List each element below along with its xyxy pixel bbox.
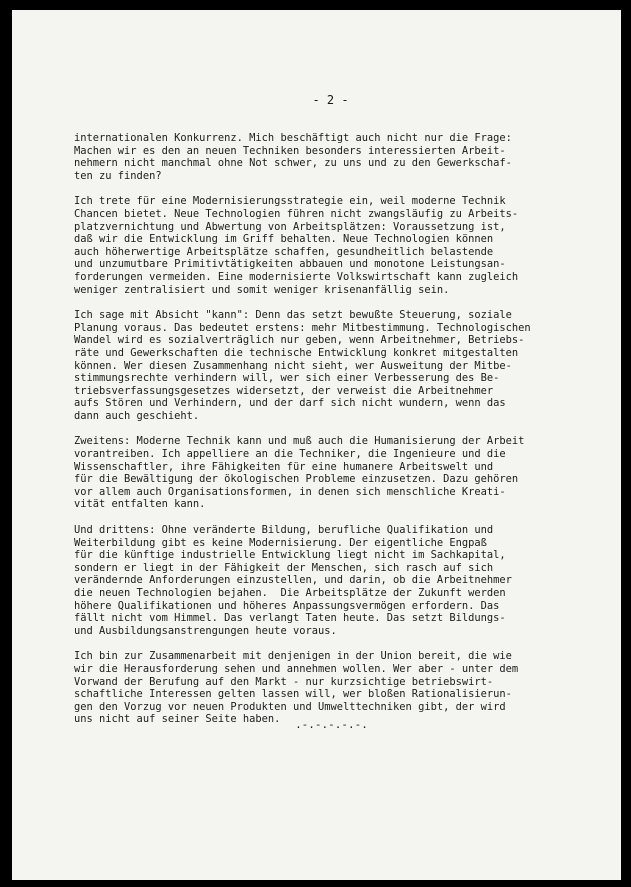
text-line: gen den Vorzug vor neuen Produkten und Umwelttechniken gibt, der wird [74,700,506,713]
text-line: Machen wir es den an neuen Techniken besonders interessierten Arbeit- [74,144,506,157]
text-line: vor allem auch Organisationsformen, in denen sich menschliche Kreati- [74,485,506,498]
text-line: internationalen Konkurrenz. Mich beschäftigt auch nicht nur die Frage: [74,132,512,144]
text-line: für die Bewältigung der ökologischen Probleme einzusetzen. Dazu gehören [74,473,519,486]
paragraph [74,132,614,182]
text-line: für die künftige industrielle Entwicklung liegt nicht im Sachkapital, [74,549,506,562]
text-line: Wandel wird es sozialverträglich nur geben, wenn Arbeitnehmer, Betriebs- [74,334,525,347]
text-line: höhere Qualifikationen und höheres Anpassungsvermögen erfordern. Das [74,599,500,612]
text-line: forderungen vermeiden. Eine modernisierte Volkswirtschaft kann zugleich [74,270,519,283]
text-line: daß wir die Entwicklung im Griff behalten. Neue Technologien können [74,233,494,246]
text-line: auch höherwertige Arbeitsplätze schaffen, gesundheitlich belastende [74,245,494,258]
text-line: fällt nicht vom Himmel. Das verlangt Taten heute. Das setzt Bildungs- [74,612,506,625]
paragraph [74,650,614,726]
paragraph [74,309,614,422]
text-line: schaftliche Interessen gelten lassen will, wer bloßen Rationalisierun- [74,688,512,701]
text-line: Ich trete für eine Modernisierungsstrategie ein, weil moderne Technik [74,195,506,208]
text-line: Chancen bietet. Neue Technologien führen nicht zwangsläufig zu Arbeits- [74,207,519,220]
paragraph [74,524,614,637]
text-line: nehmern nicht manchmal ohne Not schwer, zu uns und zu den Gewerkschaf- [74,157,512,170]
text-line: triebsverfassungsgesetzes widersetzt, der verweist die Arbeitnehmer [74,384,494,397]
text-line: ten zu finden? [74,169,162,182]
text-line: räte und Gewerkschaften die technische Entwicklung konkret mitgestalten [74,346,519,359]
text-line: Wissenschaftler, ihre Fähigkeiten für eine humanere Arbeitswelt und [74,460,494,473]
text-line: die neuen Technologien bejahen. Die Arbeitsplätze der Zukunft werden [74,587,506,599]
text-line: Planung voraus. Das bedeutet erstens: mehr Mitbestimmung. Technologischen [74,321,531,334]
text-line: platzvernichtung und Abwertung von Arbeitsplätzen: Voraussetzung ist, [74,220,506,233]
text-line: Vorwand der Berufung auf den Markt - nur kurzsichtige betriebswirt- [74,675,494,688]
text-line: verändernde Anforderungen einzustellen, und darin, ob die Arbeitnehmer [74,574,512,587]
text-line: Zweitens: Moderne Technik kann und muß auch die Humanisierung der Arbeit [74,435,525,448]
text-line: uns nicht auf seiner Seite haben. [74,713,281,726]
document-page [12,10,621,880]
paragraph [74,195,614,296]
text-line: können. Wer diesen Zusammenhang nicht sieht, wer Ausweitung der Mitbe- [74,359,512,372]
text-line: Ich bin zur Zusammenarbeit mit denjenigen in der Union bereit, die wie [74,650,512,663]
text-line: Ich sage mit Absicht "kann": Denn das setzt bewußte Steuerung, soziale [74,309,512,322]
text-line: sondern er liegt in der Fähigkeit der Menschen, sich rasch auf sich [74,561,494,574]
text-line: und unzumutbare Primitivtätigkeiten abbauen und monotone Leistungsan- [74,258,506,271]
text-line: vität entfalten kann. [74,498,206,511]
text-line: Und drittens: Ohne veränderte Bildung, berufliche Qualifikation und [74,524,494,537]
page-number: - 2 - [312,93,349,107]
text-line: weniger zentralisiert und somit weniger krisenanfällig sein. [74,283,450,296]
paragraph [74,435,614,511]
text-line: dann auch geschieht. [74,409,200,422]
text-line: und Ausbildungsanstrengungen heute voraus. [74,624,337,637]
text-line: vorantreiben. Ich appelliere an die Techniker, die Ingenieure und die [74,448,506,461]
text-line: stimmungsrechte verhindern will, wer sich einer Verbesserung des Be- [74,372,500,385]
text-line: Weiterbildung gibt es keine Modernisierung. Der eigentliche Engpaß [74,536,487,549]
text-line: aufs Stören und Verhindern, und der darf sich nicht wundern, wenn das [74,397,506,410]
body-text [74,132,614,739]
text-line: wir die Herausforderung sehen und annehmen wollen. Wer aber - unter dem [74,662,519,675]
closing-mark: .-.-.-.-.-. [295,718,368,731]
